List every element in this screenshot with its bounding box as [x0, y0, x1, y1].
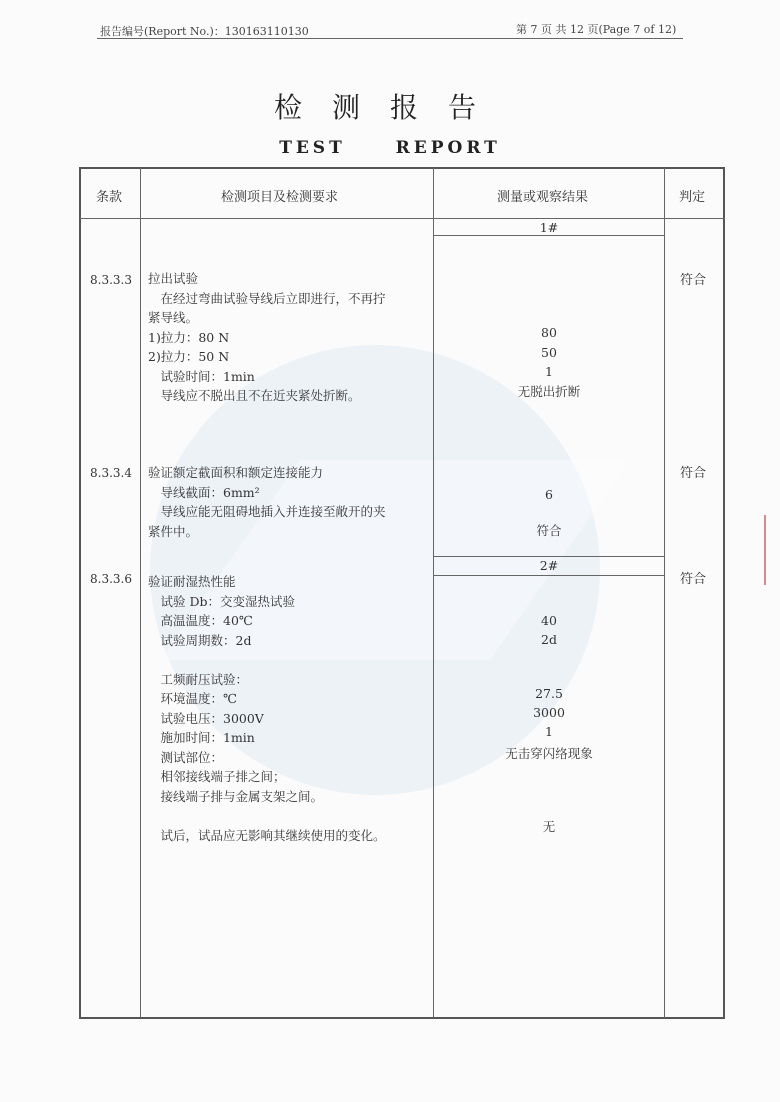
header-row-divider [80, 218, 725, 219]
requirement-text: 验证额定截面积和额定连接能力 导线截面：6mm² 导线应能无阻碍地插入并连接至敞开的夹 紧件中。 [148, 465, 386, 539]
col-divider-1 [140, 168, 141, 1018]
sample2-top-divider [433, 556, 664, 557]
clause-number: 8.3.3.6 [90, 572, 132, 586]
header-rule [97, 38, 683, 39]
sample2-divider [433, 575, 664, 576]
clause-number: 8.3.3.3 [90, 273, 132, 287]
title-english: TEST REPORT [279, 138, 501, 158]
sample1-divider [433, 235, 664, 236]
report-number: 报告编号(Report No.)：130163110130 [100, 25, 309, 38]
title-chinese: 检测报告 [273, 91, 506, 124]
requirement-text: 拉出试验 在经过弯曲试验导线后立即进行，不再拧 紧导线。 1)拉力：80 N 2)拉力：50 N 试验时间：1min 导线应不脱出且不在近夹紧处折断。 [148, 271, 386, 403]
result-value: 1 [545, 364, 553, 379]
result-value: 80 [541, 325, 557, 340]
result-value: 2d [541, 632, 557, 647]
result-value: 27.5 [535, 686, 563, 701]
result-value: 无 [542, 819, 556, 834]
col-header-item: 检测项目及检测要求 [221, 190, 339, 205]
result-value: 1 [545, 724, 553, 739]
result-value: 3000 [533, 705, 565, 720]
requirement-text: 验证耐湿热性能 试验 Db：交变湿热试验 高温温度：40℃ 试验周期数：2d 工频耐压试验： 环境温度：℃ 试验电压：3000V 施加时间：1min 测试部位： 相邻接线端子排之间； 接线端子排与金属支架之间。 试后，试品应无影响其继续使用的变化。 [148, 574, 386, 843]
col-divider-3 [664, 168, 665, 1018]
stamp-edge [764, 515, 776, 585]
sample-label: 2# [539, 558, 559, 573]
verdict: 符合 [680, 273, 707, 288]
col-divider-2 [433, 168, 434, 1018]
result-value: 无击穿闪络现象 [505, 746, 593, 761]
result-value: 符合 [536, 523, 562, 538]
col-header-clause: 条款 [96, 190, 123, 205]
sample-label: 1# [539, 220, 559, 235]
result-value: 无脱出折断 [517, 384, 581, 399]
result-value: 40 [541, 613, 557, 628]
verdict: 符合 [680, 466, 707, 481]
verdict: 符合 [680, 572, 707, 587]
result-value: 6 [545, 487, 553, 502]
clause-number: 8.3.3.4 [90, 466, 132, 480]
result-value: 50 [541, 345, 557, 360]
col-header-result: 测量或观察结果 [497, 190, 589, 205]
page-info: 第 7 页 共 12 页(Page 7 of 12) [516, 23, 677, 36]
col-header-verdict: 判定 [679, 190, 706, 205]
